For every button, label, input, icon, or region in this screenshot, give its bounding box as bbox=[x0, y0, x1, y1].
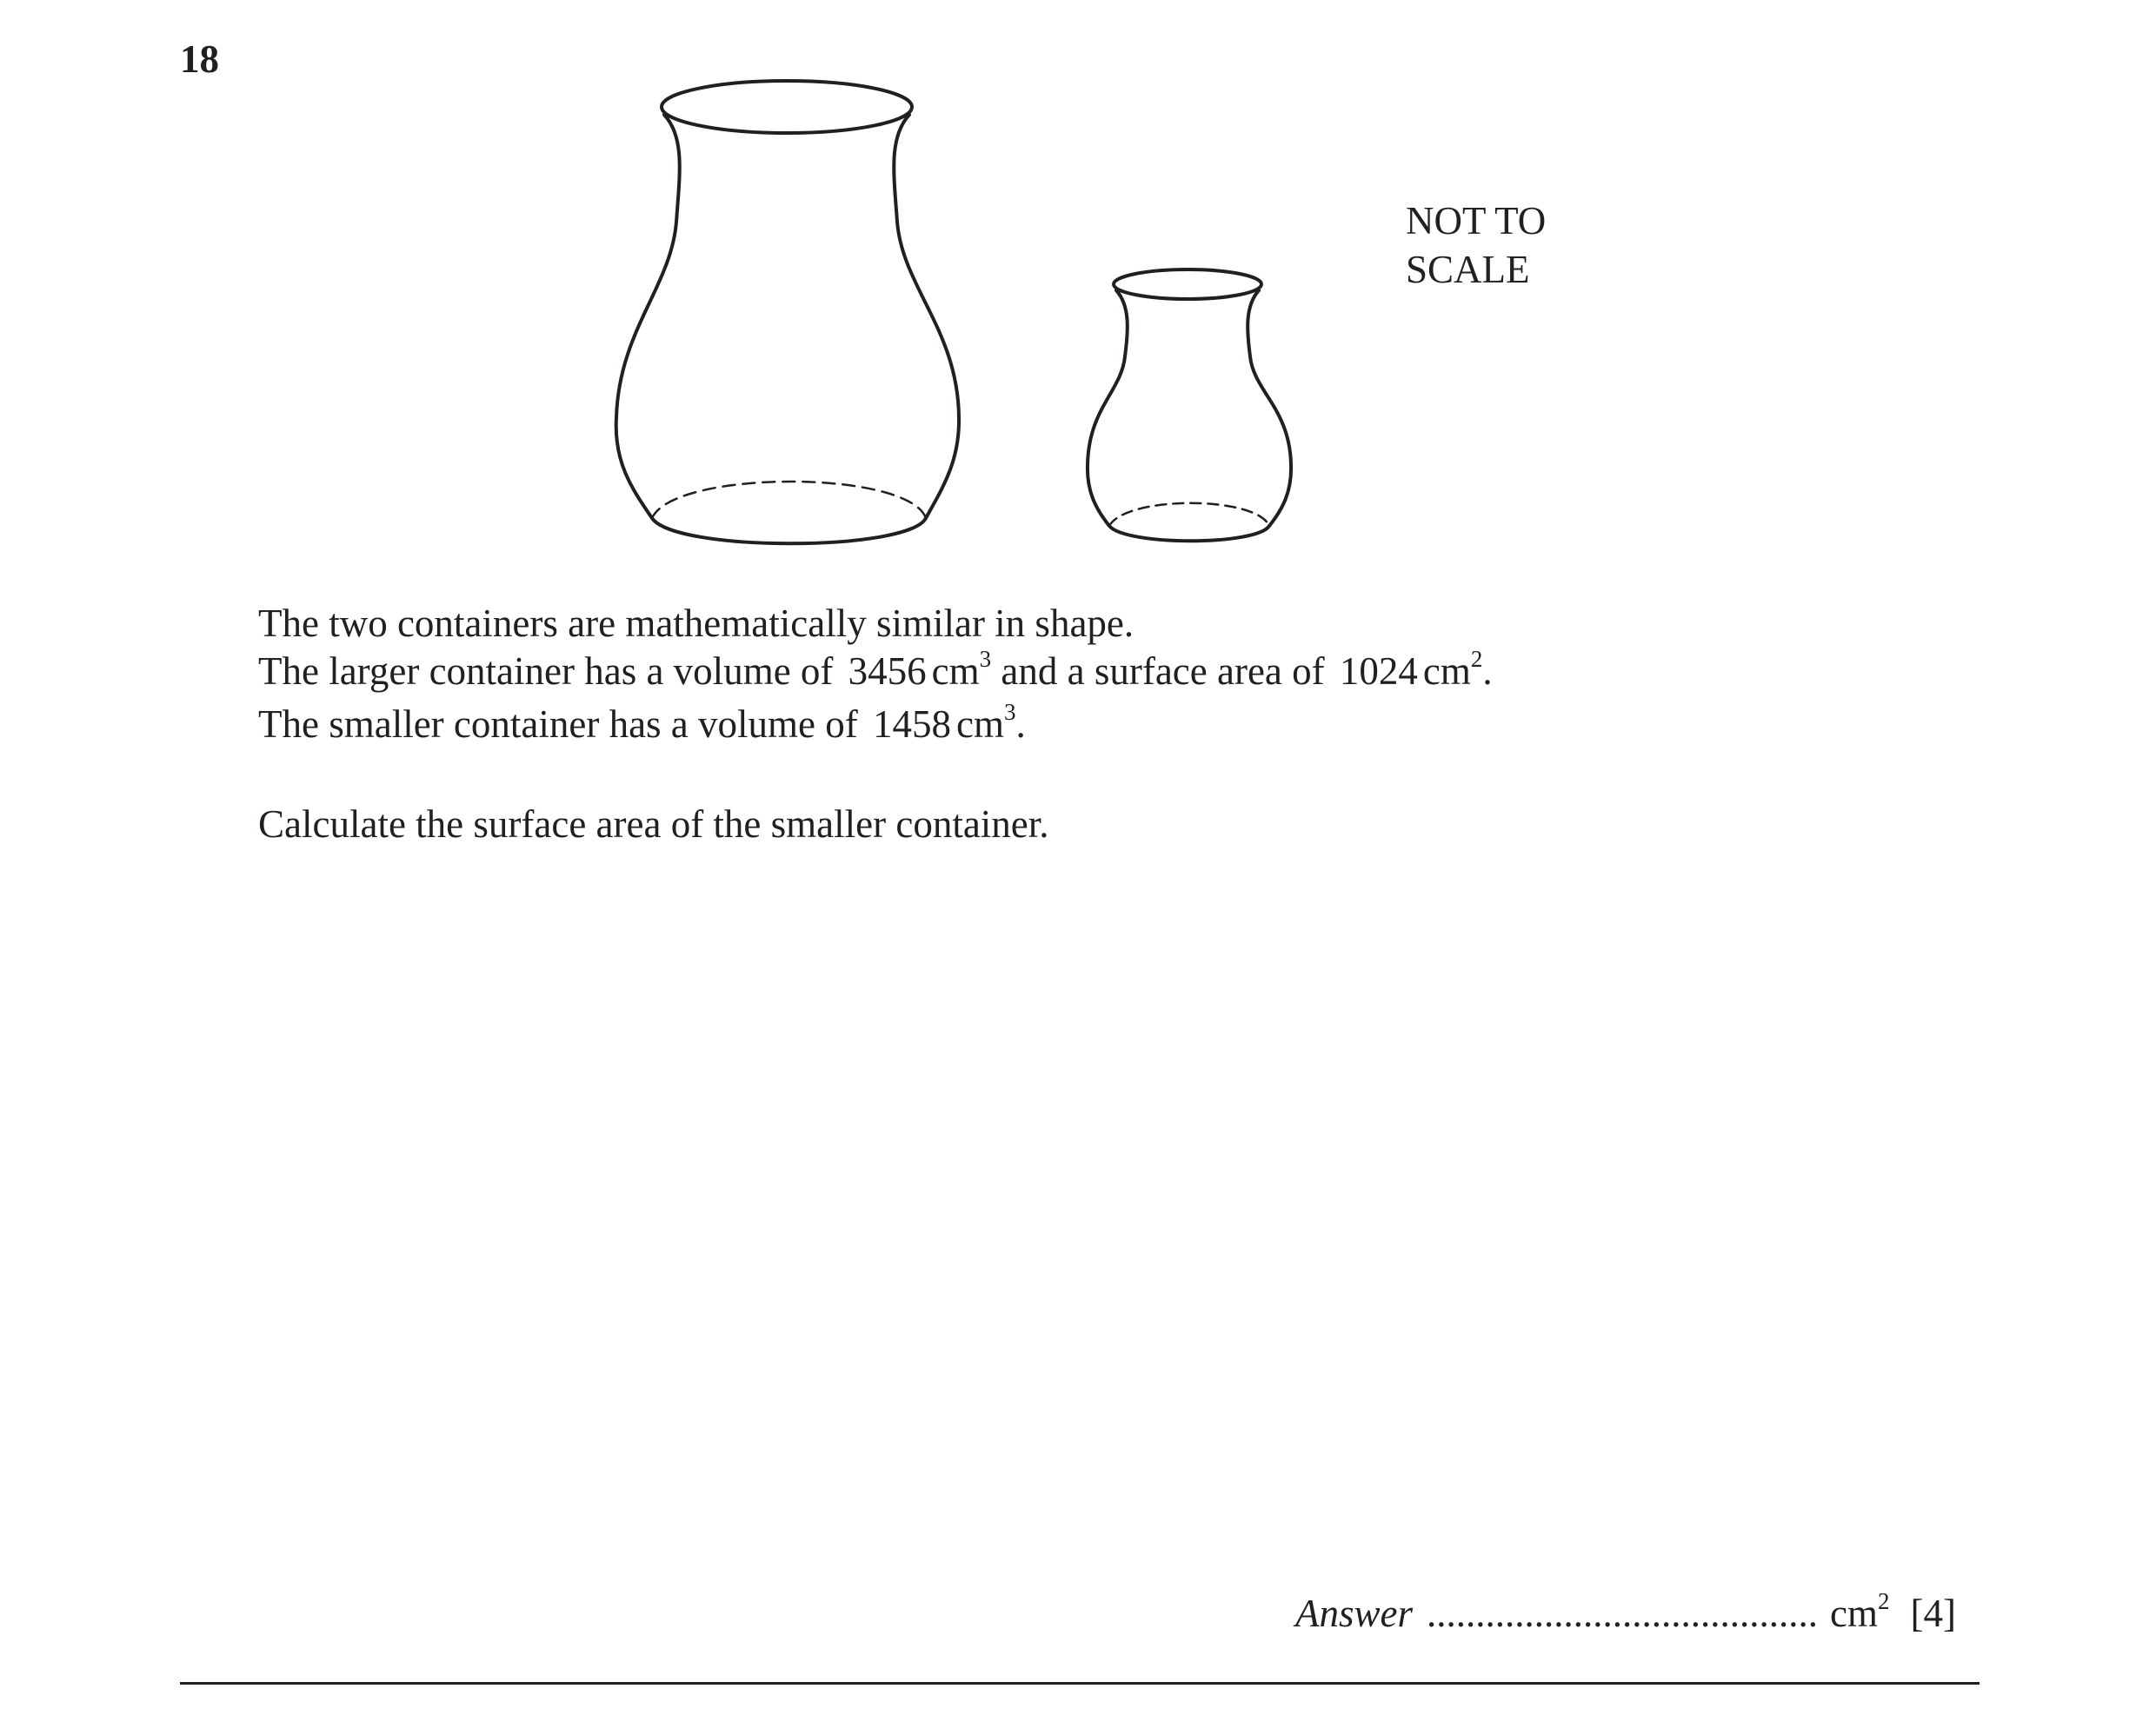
answer-line[interactable] bbox=[1295, 1588, 1956, 1636]
statement-similar: The two containers are mathematically similar in shape. bbox=[258, 602, 1135, 645]
answer-unit: $cm^2$ bbox=[1830, 1588, 1890, 1635]
smaller-volume-value: 1458 bbox=[873, 702, 951, 746]
not-to-scale-line-2: SCALE bbox=[1406, 248, 1530, 291]
answer-dots[interactable]: ........................................ bbox=[1427, 1592, 1818, 1635]
larger-area-value: 1024 bbox=[1339, 649, 1418, 693]
containers-diagram bbox=[0, 0, 2156, 608]
question-text bbox=[258, 600, 1493, 848]
marks-badge: [4] bbox=[1910, 1592, 1956, 1635]
small-container bbox=[1088, 269, 1291, 541]
statement-larger: The larger container has a volume of 3456 $cm^3$ and a surface area of 1024 $cm^2$. bbox=[258, 646, 1493, 693]
instruction: Calculate the surface area of the smaller container. bbox=[258, 802, 1049, 846]
bottom-divider bbox=[180, 1682, 1980, 1685]
not-to-scale-line-1: NOT TO bbox=[1406, 199, 1547, 243]
question-number: 18 bbox=[180, 37, 219, 81]
statement-smaller: The smaller container has a volume of 1458 $cm^3$. bbox=[258, 699, 1026, 746]
larger-volume-value: 3456 bbox=[848, 649, 927, 693]
not-to-scale-note bbox=[1406, 196, 1546, 294]
large-container bbox=[616, 81, 959, 543]
answer-label: Answer bbox=[1295, 1592, 1413, 1635]
